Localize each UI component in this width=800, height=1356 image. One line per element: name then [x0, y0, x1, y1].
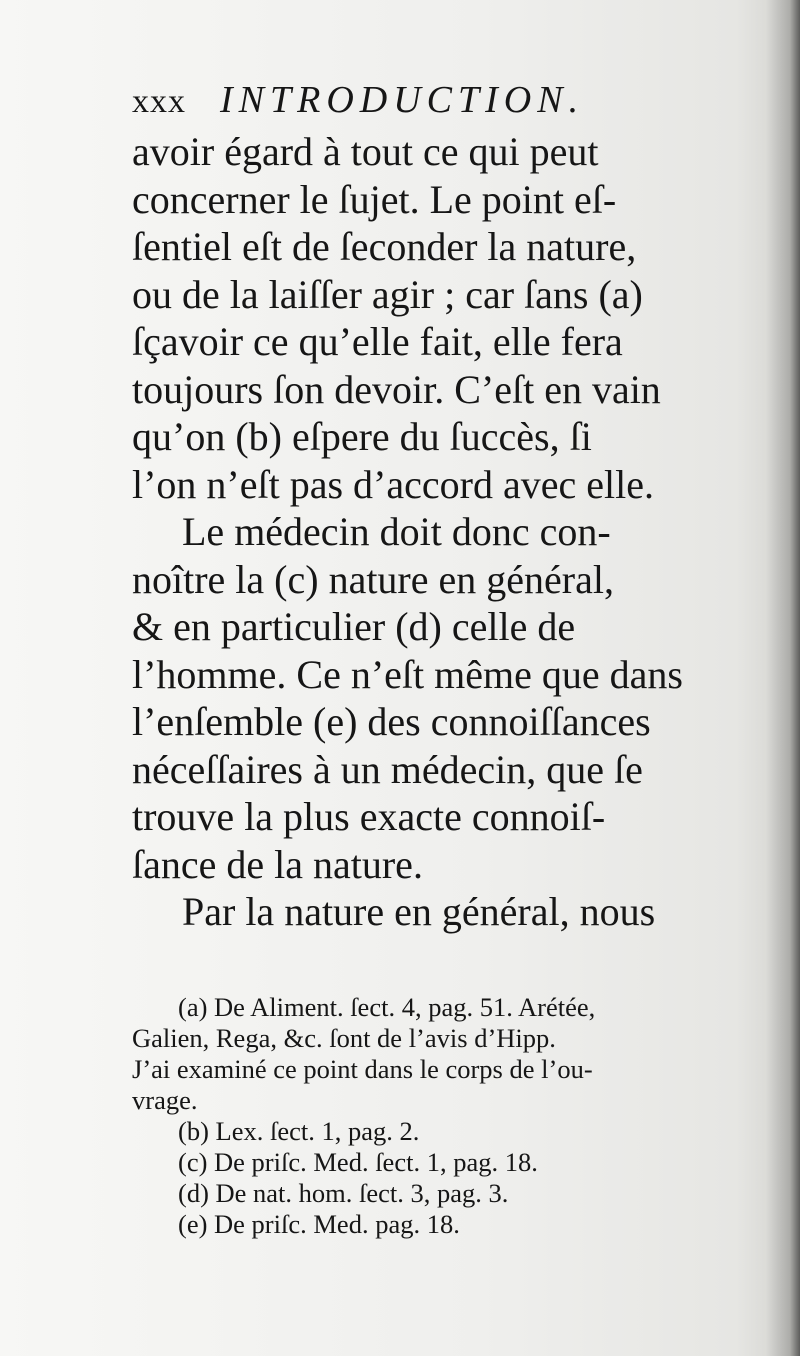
text-line: ſçavoir ce qu’elle fait, elle fera: [132, 319, 623, 364]
running-title: INTRODUCTION.: [220, 79, 585, 121]
text-line: ou de la laiſſer agir ; car ſans (a): [132, 271, 643, 317]
footnote-line: vrage.: [132, 1085, 198, 1115]
text-line: avoir égard à tout ce qui peut: [132, 129, 599, 174]
footnote-line: J’ai examiné ce point dans le corps de l’ou-: [132, 1054, 593, 1084]
text-line-paragraph-start: Le médecin doit donc con-: [182, 509, 611, 554]
footnote-line: (b) Lex. ſect. 1, pag. 2.: [178, 1116, 420, 1146]
text-line: l’homme. Ce n’eſt même que dans: [132, 651, 683, 697]
text-line: trouve la plus exacte connoiſ-: [132, 794, 606, 839]
footnote-line: Galien, Rega, &c. ſont de l’avis d’Hipp.: [132, 1023, 556, 1053]
footnotes: [132, 992, 752, 1240]
footnote-line: (a) De Aliment. ſect. 4, pag. 51. Arétée,: [178, 992, 596, 1022]
text-line: néceſſaires à un médecin, que ſe: [132, 746, 643, 792]
body-text: [132, 128, 738, 936]
text-line: & en particulier (d) celle de: [132, 604, 576, 649]
text-line: l’on n’eſt pas d’accord avec elle.: [132, 461, 654, 507]
page-header: [132, 78, 732, 130]
page-folio: xxx: [132, 83, 186, 120]
text-line: l’enſemble (e) des connoiſſances: [132, 699, 651, 744]
text-line-paragraph-start: Par la nature en général, nous: [182, 889, 656, 934]
text-line: toujours ſon devoir. C’eſt en vain: [132, 366, 661, 412]
text-line: ſance de la nature.: [132, 841, 423, 887]
footnote-line: (d) De nat. hom. ſect. 3, pag. 3.: [178, 1178, 509, 1208]
page-edge-shadow: [766, 0, 800, 1356]
footnote-line: (c) De priſc. Med. ſect. 1, pag. 18.: [178, 1147, 538, 1177]
text-line: qu’on (b) eſpere du ſuccès, ſi: [132, 414, 592, 459]
text-line: concerner le ſujet. Le point eſ-: [132, 176, 617, 222]
text-line: ſentiel eſt de ſeconder la nature,: [132, 224, 637, 269]
footnote-line: (e) De priſc. Med. pag. 18.: [178, 1209, 460, 1239]
text-line: noître la (c) nature en général,: [132, 556, 614, 602]
